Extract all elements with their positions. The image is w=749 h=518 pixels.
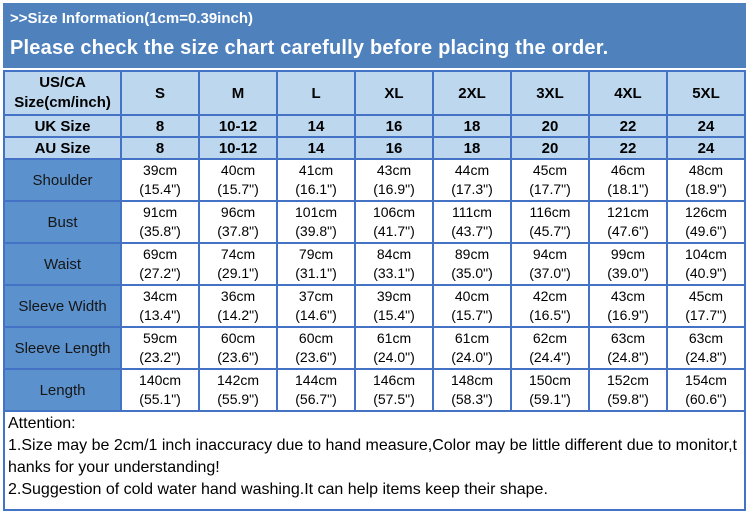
cm-value: 45cm <box>688 288 724 304</box>
au-size-row-label: AU Size <box>4 137 121 159</box>
inch-value: (17.7") <box>685 307 727 323</box>
inch-value: (45.7") <box>529 223 571 239</box>
size-banner <box>3 3 746 68</box>
inch-value: (55.9") <box>217 391 259 407</box>
cm-value: 101cm <box>295 204 338 220</box>
cm-value: 99cm <box>610 246 646 262</box>
inch-value: (16.9") <box>373 181 415 197</box>
size-number-cell: 22 <box>589 115 667 137</box>
inch-value: (17.3") <box>451 181 493 197</box>
measure-cell <box>433 201 511 243</box>
measure-cell <box>667 327 745 369</box>
inch-value: (16.9") <box>607 307 649 323</box>
measure-cell <box>199 159 277 201</box>
size-column-header: M <box>199 71 277 115</box>
cm-value: 42cm <box>532 288 568 304</box>
inch-value: (23.2") <box>139 349 181 365</box>
measure-cell <box>433 159 511 201</box>
measure-label: Waist <box>4 243 121 285</box>
measure-label: Bust <box>4 201 121 243</box>
banner-subtitle: Please check the size chart carefully before placing the order. <box>10 37 609 59</box>
inch-value: (37.0") <box>529 265 571 281</box>
measure-cell <box>589 327 667 369</box>
cm-value: 84cm <box>376 246 412 262</box>
cm-value: 106cm <box>372 204 416 220</box>
measure-cell <box>589 159 667 201</box>
inch-value: (14.2") <box>217 307 259 323</box>
measure-cell <box>511 159 589 201</box>
cm-value: 69cm <box>142 246 178 262</box>
cm-value: 62cm <box>532 330 568 346</box>
size-number-cell: 8 <box>121 137 199 159</box>
cm-value: 39cm <box>376 288 412 304</box>
inch-value: (58.3") <box>451 391 493 407</box>
measure-label: Sleeve Length <box>4 327 121 369</box>
size-column-header: XL <box>355 71 433 115</box>
cm-value: 41cm <box>298 162 334 178</box>
inch-value: (24.8") <box>685 349 727 365</box>
inch-value: (31.1") <box>295 265 337 281</box>
measure-row <box>4 285 745 327</box>
note-line-2: 2.Suggestion of cold water hand washing.It can help items keep their shape. <box>8 481 548 498</box>
corner-header <box>4 71 121 115</box>
uk-size-row-label: UK Size <box>4 115 121 137</box>
cm-value: 37cm <box>298 288 334 304</box>
measure-cell <box>277 369 355 411</box>
measure-row <box>4 201 745 243</box>
measure-cell <box>433 327 511 369</box>
measure-cell <box>511 243 589 285</box>
cm-value: 63cm <box>610 330 646 346</box>
inch-value: (24.0") <box>451 349 493 365</box>
cm-value: 46cm <box>610 162 646 178</box>
cm-value: 60cm <box>298 330 334 346</box>
measure-cell <box>433 369 511 411</box>
measure-cell <box>589 369 667 411</box>
cm-value: 142cm <box>217 372 260 388</box>
inch-value: (24.0") <box>373 349 415 365</box>
measure-cell <box>433 243 511 285</box>
inch-value: (47.6") <box>607 223 649 239</box>
cm-value: 146cm <box>372 372 416 388</box>
inch-value: (18.1") <box>607 181 649 197</box>
cm-value: 36cm <box>220 288 256 304</box>
size-number-cell: 14 <box>277 115 355 137</box>
measure-cell <box>277 243 355 285</box>
measure-cell <box>355 327 433 369</box>
cm-value: 43cm <box>610 288 646 304</box>
measure-cell <box>667 201 745 243</box>
cm-value: 61cm <box>376 330 412 346</box>
inch-value: (39.0") <box>607 265 649 281</box>
measure-cell <box>277 327 355 369</box>
inch-value: (18.9") <box>685 181 727 197</box>
measure-cell <box>277 201 355 243</box>
inch-value: (15.7") <box>217 181 259 197</box>
inch-value: (57.5") <box>373 391 415 407</box>
inch-value: (24.8") <box>607 349 649 365</box>
size-number-cell: 18 <box>433 115 511 137</box>
notes-heading: Attention: <box>8 415 76 432</box>
measure-cell <box>355 201 433 243</box>
measure-label: Sleeve Width <box>4 285 121 327</box>
measure-cell <box>121 327 199 369</box>
size-column-header: 2XL <box>433 71 511 115</box>
size-number-cell: 14 <box>277 137 355 159</box>
measure-cell <box>511 285 589 327</box>
corner-header-line1: US/CA <box>39 74 86 91</box>
cm-value: 144cm <box>295 372 338 388</box>
inch-value: (29.1") <box>217 265 259 281</box>
cm-value: 89cm <box>454 246 490 262</box>
size-number-cell: 10-12 <box>199 137 277 159</box>
measure-cell <box>121 243 199 285</box>
cm-value: 60cm <box>220 330 256 346</box>
inch-value: (59.1") <box>529 391 571 407</box>
size-header-row <box>4 71 745 115</box>
inch-value: (59.8") <box>607 391 649 407</box>
size-number-cell: 20 <box>511 115 589 137</box>
inch-value: (13.4") <box>139 307 181 323</box>
inch-value: (35.0") <box>451 265 493 281</box>
banner-title: >>Size Information(1cm=0.39inch) <box>10 10 253 27</box>
inch-value: (14.6") <box>295 307 337 323</box>
cm-value: 48cm <box>688 162 724 178</box>
cm-value: 59cm <box>142 330 178 346</box>
inch-value: (35.8") <box>139 223 181 239</box>
cm-value: 34cm <box>142 288 178 304</box>
inch-value: (33.1") <box>373 265 415 281</box>
inch-value: (17.7") <box>529 181 571 197</box>
measure-cell <box>199 243 277 285</box>
inch-value: (43.7") <box>451 223 493 239</box>
inch-value: (41.7") <box>373 223 415 239</box>
measure-cell <box>511 327 589 369</box>
measure-label: Length <box>4 369 121 411</box>
size-number-cell: 8 <box>121 115 199 137</box>
size-number-cell: 16 <box>355 115 433 137</box>
measure-cell <box>667 159 745 201</box>
measure-cell <box>121 285 199 327</box>
cm-value: 79cm <box>298 246 334 262</box>
measure-cell <box>277 285 355 327</box>
cm-value: 154cm <box>684 372 727 388</box>
cm-value: 63cm <box>688 330 724 346</box>
inch-value: (24.4") <box>529 349 571 365</box>
uk-size-row <box>4 115 745 137</box>
measure-cell <box>589 285 667 327</box>
inch-value: (27.2") <box>139 265 181 281</box>
cm-value: 94cm <box>532 246 568 262</box>
measure-cell <box>199 201 277 243</box>
inch-value: (23.6") <box>217 349 259 365</box>
measure-cell <box>199 327 277 369</box>
cm-value: 121cm <box>606 204 649 220</box>
size-column-header: 5XL <box>667 71 745 115</box>
cm-value: 40cm <box>220 162 256 178</box>
cm-value: 43cm <box>376 162 412 178</box>
inch-value: (16.1") <box>295 181 337 197</box>
cm-value: 40cm <box>454 288 490 304</box>
cm-value: 44cm <box>454 162 490 178</box>
measure-cell <box>667 369 745 411</box>
au-size-row <box>4 137 745 159</box>
inch-value: (40.9") <box>685 265 727 281</box>
measure-cell <box>667 285 745 327</box>
cm-value: 126cm <box>684 204 727 220</box>
measure-cell <box>589 243 667 285</box>
cm-value: 116cm <box>529 204 571 220</box>
corner-header-line2: Size(cm/inch) <box>14 94 111 111</box>
measure-cell <box>199 369 277 411</box>
size-column-header: S <box>121 71 199 115</box>
size-number-cell: 20 <box>511 137 589 159</box>
cm-value: 61cm <box>454 330 490 346</box>
inch-value: (60.6") <box>685 391 727 407</box>
inch-value: (37.8") <box>217 223 259 239</box>
measure-cell <box>121 369 199 411</box>
cm-value: 45cm <box>532 162 568 178</box>
size-chart-page <box>3 3 746 511</box>
size-number-cell: 10-12 <box>199 115 277 137</box>
inch-value: (49.6") <box>685 223 727 239</box>
cm-value: 111cm <box>452 204 492 220</box>
inch-value: (55.1") <box>139 391 181 407</box>
measure-label: Shoulder <box>4 159 121 201</box>
cm-value: 104cm <box>684 246 727 262</box>
inch-value: (56.7") <box>295 391 337 407</box>
measure-cell <box>199 285 277 327</box>
measure-row <box>4 327 745 369</box>
cm-value: 91cm <box>142 204 178 220</box>
measure-cell <box>355 285 433 327</box>
size-number-cell: 22 <box>589 137 667 159</box>
measure-cell <box>355 369 433 411</box>
size-column-header: L <box>277 71 355 115</box>
inch-value: (15.4") <box>373 307 415 323</box>
measure-cell <box>355 243 433 285</box>
size-column-header: 3XL <box>511 71 589 115</box>
measure-cell <box>121 159 199 201</box>
measure-cell <box>589 201 667 243</box>
notes-section <box>3 412 746 511</box>
cm-value: 96cm <box>220 204 256 220</box>
cm-value: 150cm <box>528 372 571 388</box>
size-number-cell: 16 <box>355 137 433 159</box>
size-column-header: 4XL <box>589 71 667 115</box>
measure-cell <box>277 159 355 201</box>
cm-value: 140cm <box>139 372 182 388</box>
cm-value: 74cm <box>220 246 256 262</box>
measure-cell <box>355 159 433 201</box>
inch-value: (39.8") <box>295 223 337 239</box>
inch-value: (16.5") <box>529 307 571 323</box>
inch-value: (15.7") <box>451 307 493 323</box>
measure-cell <box>433 285 511 327</box>
size-number-cell: 24 <box>667 115 745 137</box>
size-number-cell: 18 <box>433 137 511 159</box>
measure-row <box>4 369 745 411</box>
measure-cell <box>667 243 745 285</box>
size-table <box>3 70 746 412</box>
cm-value: 39cm <box>142 162 178 178</box>
measure-cell <box>511 201 589 243</box>
note-line-1: 1.Size may be 2cm/1 inch inaccuracy due to hand measure,Color may be little different due to monitor,thanks for your understanding! <box>8 437 737 476</box>
measure-row <box>4 243 745 285</box>
inch-value: (23.6") <box>295 349 337 365</box>
measure-row <box>4 159 745 201</box>
cm-value: 152cm <box>606 372 649 388</box>
measure-cell <box>121 201 199 243</box>
inch-value: (15.4") <box>139 181 181 197</box>
cm-value: 148cm <box>450 372 493 388</box>
size-number-cell: 24 <box>667 137 745 159</box>
measure-cell <box>511 369 589 411</box>
